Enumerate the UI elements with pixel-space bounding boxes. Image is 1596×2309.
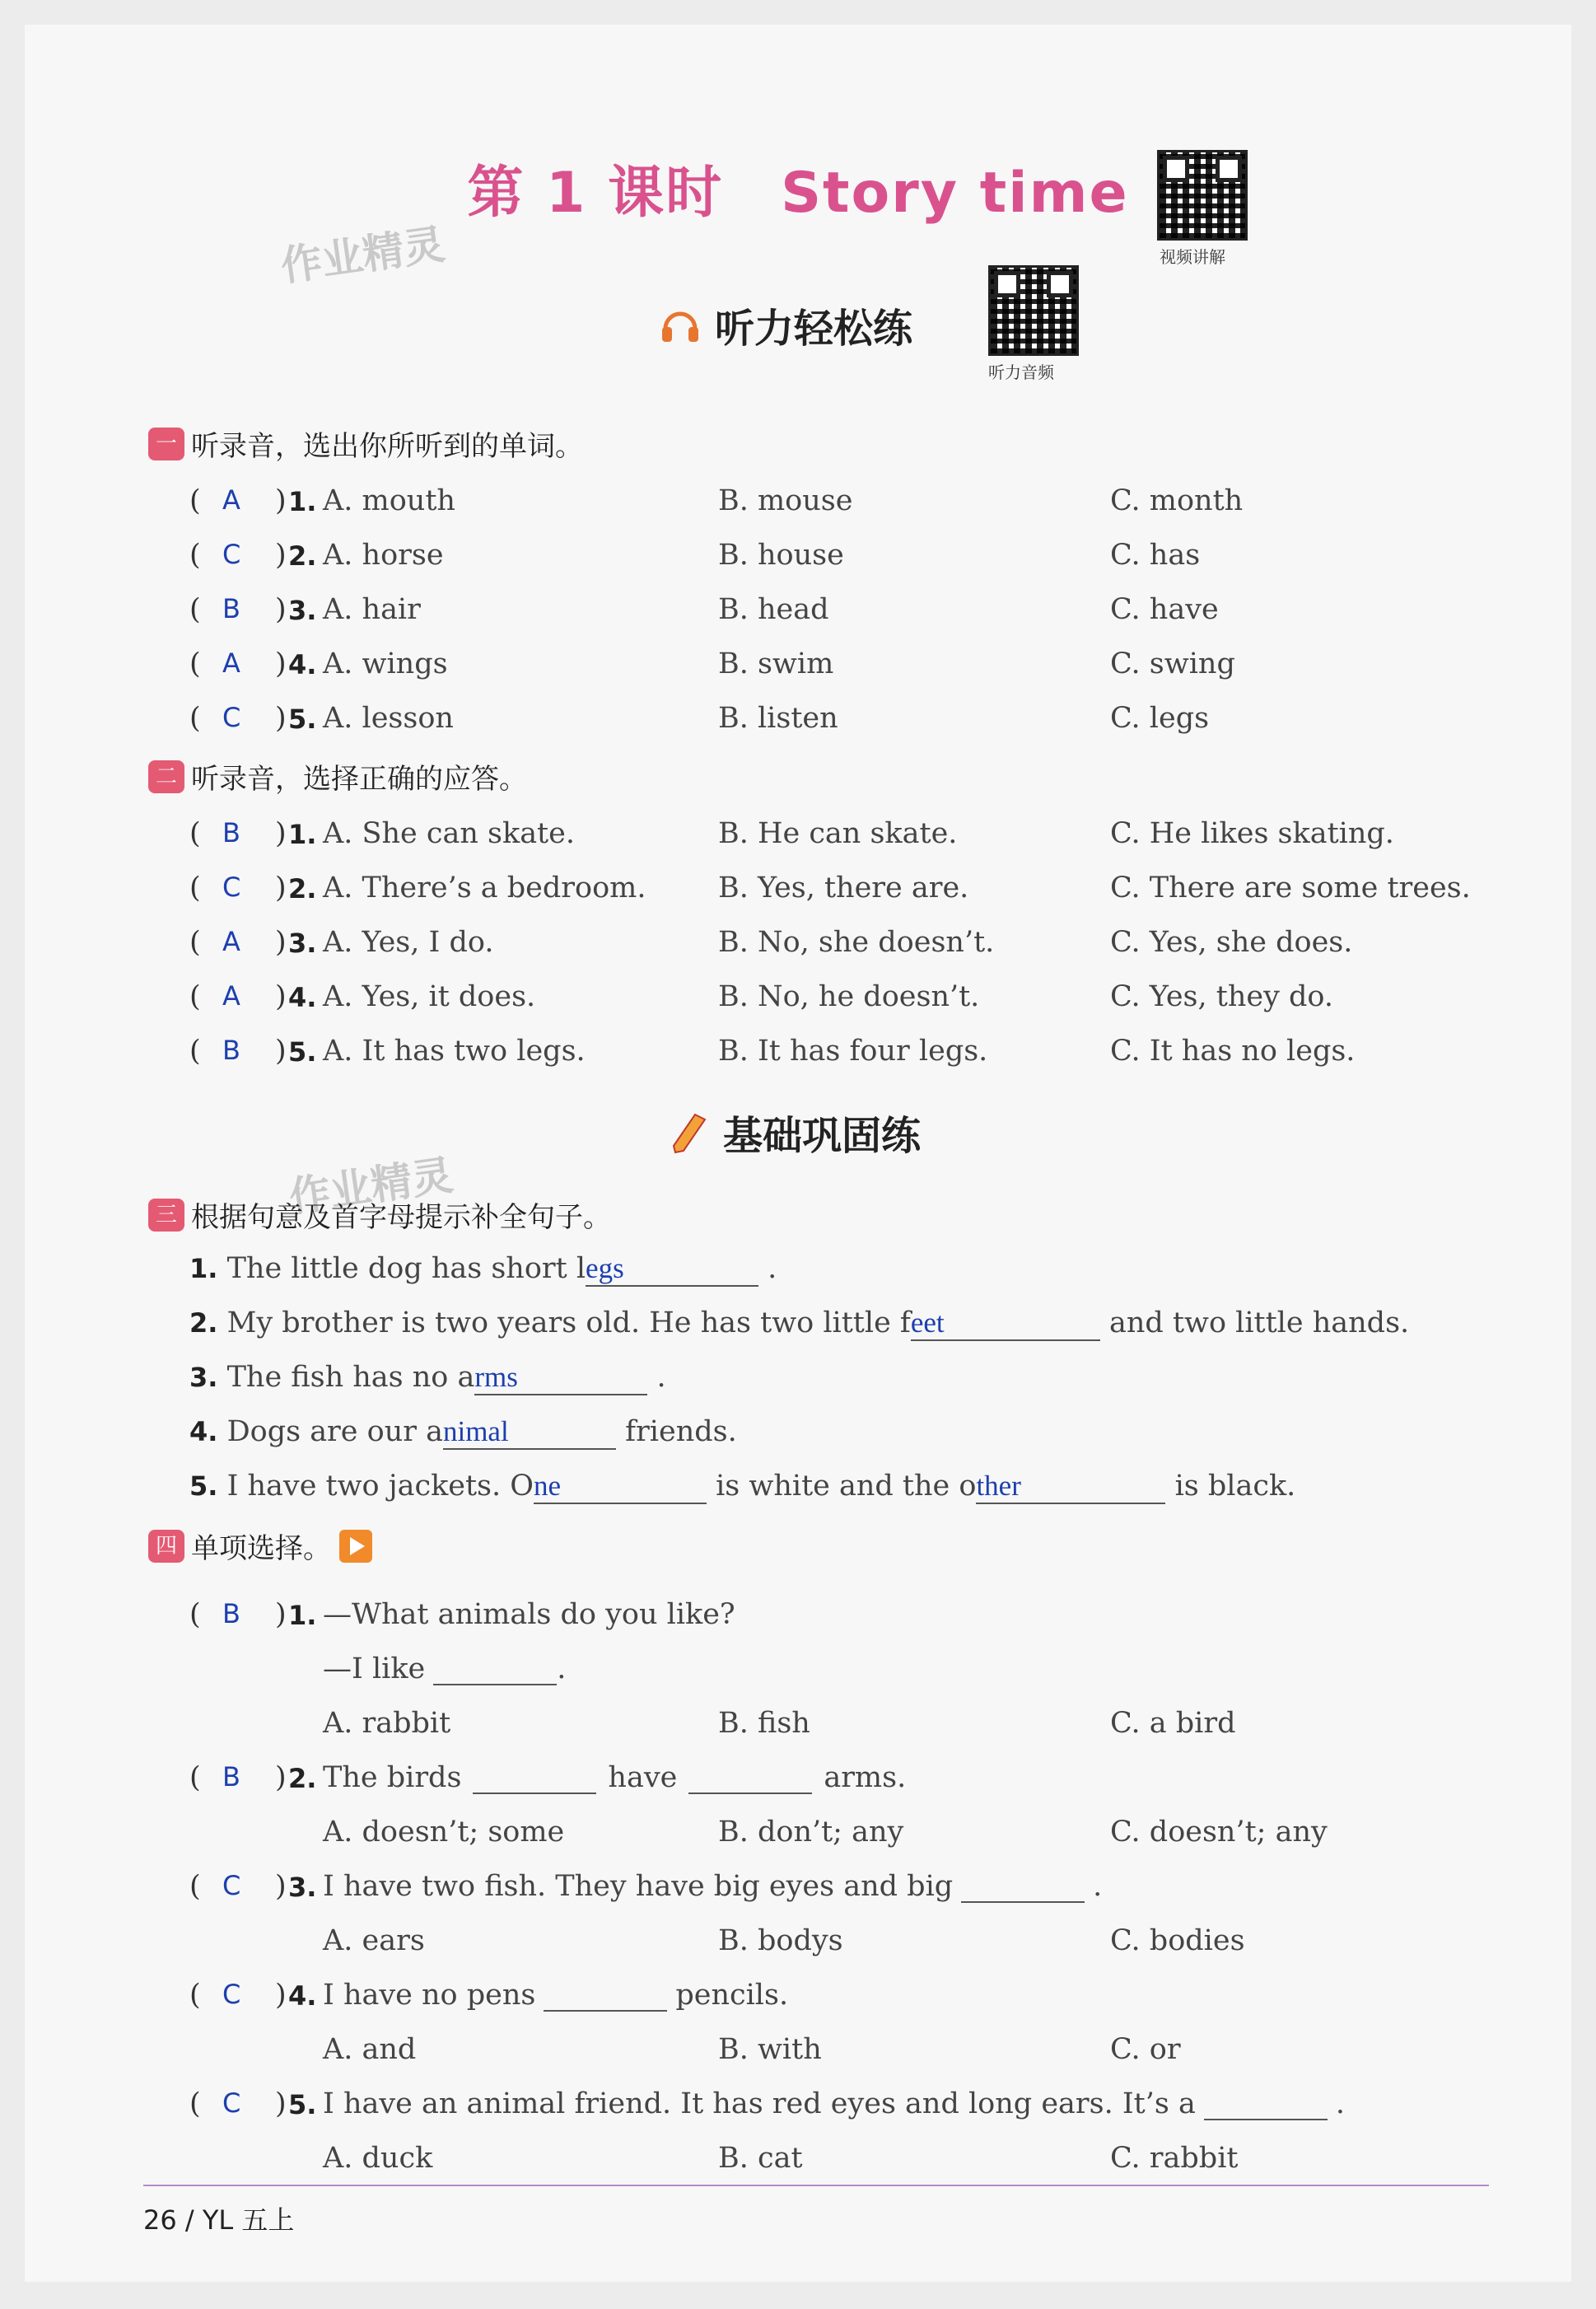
item-number: 3. [288,1872,317,1903]
item-number: 1. [189,1253,218,1284]
bracket-close: ) [275,1870,287,1903]
option-b[interactable]: B. head [718,593,829,626]
answer-value[interactable]: B [222,1598,240,1629]
question-stem: I have no pens [323,1979,536,2012]
bracket-open: ( [189,593,201,626]
option-c[interactable]: C. Yes, they do. [1110,980,1333,1013]
question-text [323,1979,788,2012]
part-title: 单项选择。 [191,1532,331,1565]
option-a[interactable]: A. Yes, I do. [323,926,494,959]
sentence-text: My brother is two years old. He has two little f [226,1306,911,1339]
bracket-open: ( [189,1870,201,1903]
option-a[interactable]: A. There’s a bedroom. [323,872,646,904]
bracket-close: ) [275,1035,287,1068]
option-a[interactable]: A. horse [323,539,444,572]
answer-blank[interactable]: eet [911,1307,1100,1341]
answer-blank[interactable]: ther [976,1470,1165,1504]
bracket-open: ( [189,1598,201,1631]
workbook-page [25,25,1571,2282]
answer-blank[interactable] [473,1768,596,1794]
option-c[interactable]: C. swing [1110,647,1235,680]
option-b[interactable]: B. No, he doesn’t. [718,980,980,1013]
option-a[interactable]: A. It has two legs. [323,1035,586,1068]
page-title: 第 1 课时 Story time [467,161,1129,226]
answer-value[interactable]: A [222,926,240,957]
bracket-close: ) [275,484,287,517]
item-number: 2. [189,1307,218,1339]
answer-blank[interactable]: nimal [443,1416,616,1450]
sentence-end: is black. [1174,1470,1296,1503]
option-b[interactable]: B. with [718,2033,822,2066]
item-number: 2. [288,873,317,904]
question-text [323,1598,735,1631]
item-number: 1. [288,486,317,517]
item-number: 5. [288,703,317,735]
title-row [25,148,1571,228]
option-b[interactable]: B. bodys [718,1924,843,1957]
option-a[interactable]: A. She can skate. [323,817,575,850]
sentence-end: . [768,1252,777,1285]
answer-value[interactable]: B [222,593,240,624]
option-b[interactable]: B. mouse [718,484,853,517]
question-reply [323,1652,566,1685]
question-end: pencils. [675,1979,789,2012]
part-4-header [148,1526,372,1566]
bracket-close: ) [275,1598,287,1631]
answer-blank[interactable] [961,1877,1085,1903]
bracket-open: ( [189,702,201,735]
item-number: 5. [189,1470,218,1502]
option-a[interactable]: A. ears [323,1924,425,1957]
bracket-close: ) [275,2087,287,2120]
question-stem: —What animals do you like? [323,1598,735,1631]
sentence-text: The little dog has short l [226,1252,586,1285]
answer-value[interactable]: C [222,539,241,570]
bracket-close: ) [275,926,287,959]
item-number: 4. [189,1416,218,1447]
fill-sentence [189,1470,1295,1504]
fill-sentence [189,1306,1409,1341]
watermark: 作业精灵 [286,1151,456,1222]
option-a[interactable]: A. Yes, it does. [323,980,536,1013]
option-c[interactable]: C. has [1110,539,1201,572]
item-number: 2. [288,1763,317,1794]
bracket-close: ) [275,647,287,680]
option-b[interactable]: B. Yes, there are. [718,872,969,904]
answer-blank[interactable]: rms [474,1362,647,1395]
item-number: 3. [288,595,317,626]
part-badge: 二 [148,760,184,793]
bracket-close: ) [275,872,287,904]
item-number: 2. [288,540,317,572]
part-badge: 一 [148,428,184,460]
answer-value[interactable]: C [222,1979,241,2010]
part-title: 听录音，选择正确的应答。 [191,763,527,796]
option-a[interactable]: A. and [323,2033,417,2066]
section-basics [667,1104,921,1161]
option-a[interactable]: A. hair [323,593,421,626]
item-number: 1. [288,819,317,850]
option-b[interactable]: B. swim [718,647,834,680]
bracket-open: ( [189,980,201,1013]
option-c[interactable]: C. There are some trees. [1110,872,1471,904]
option-b[interactable]: B. listen [718,702,838,735]
option-c[interactable]: C. rabbit [1110,2142,1239,2175]
option-a[interactable]: A. rabbit [323,1707,451,1740]
question-text [323,1870,1102,1903]
bracket-close: ) [275,539,287,572]
option-c[interactable]: C. have [1110,593,1219,626]
item-number: 5. [288,2089,317,2120]
qr-video-caption: 视频讲解 [1160,247,1225,267]
bracket-open: ( [189,1761,201,1794]
option-a[interactable]: A. doesn’t; some [323,1816,565,1849]
sentence-end: and two little hands. [1109,1306,1410,1339]
answer-blank[interactable] [1204,2094,1328,2120]
option-c[interactable]: C. He likes skating. [1110,817,1394,850]
answer-blank[interactable] [688,1768,812,1794]
bracket-close: ) [275,980,287,1013]
section-title: 基础巩固练 [723,1113,922,1159]
sentence-end: . [656,1361,666,1394]
section-listening [659,297,912,353]
part-3-header [148,1194,611,1235]
item-number: 3. [288,928,317,959]
bracket-open: ( [189,926,201,959]
answer-value[interactable]: B [222,1761,240,1793]
question-text [323,2087,1345,2120]
qr-code-icon[interactable] [988,265,1079,356]
answer-value[interactable]: B [222,817,240,848]
footer-divider [143,2185,1489,2186]
part-2-header [148,756,527,797]
item-number: 1. [288,1600,317,1631]
reply-end: . [557,1652,567,1685]
bracket-open: ( [189,539,201,572]
item-number: 4. [288,649,317,680]
reply-text: —I like [323,1652,426,1685]
option-c[interactable]: C. Yes, she does. [1110,926,1353,959]
option-b[interactable]: B. house [718,539,844,572]
option-a[interactable]: A. wings [323,647,448,680]
answer-value[interactable]: B [222,1035,240,1066]
bracket-close: ) [275,1761,287,1794]
play-icon[interactable] [339,1530,372,1563]
answer-value[interactable]: A [222,647,240,679]
answer-value[interactable]: C [222,702,241,733]
bracket-open: ( [189,647,201,680]
option-c[interactable]: C. It has no legs. [1110,1035,1356,1068]
answer-blank[interactable]: ne [534,1470,707,1504]
question-end: . [1093,1870,1103,1903]
answer-value[interactable]: C [222,1870,241,1901]
item-number: 3. [189,1362,218,1393]
option-a[interactable]: A. mouth [323,484,455,517]
option-b[interactable]: B. fish [718,1707,810,1740]
sentence-text: is white and the o [716,1470,977,1503]
question-end: arms. [824,1761,907,1794]
option-b[interactable]: B. It has four legs. [718,1035,988,1068]
sentence-text: The fish has no a [226,1361,475,1394]
option-c[interactable]: C. doesn’t; any [1110,1816,1328,1849]
sentence-end: friends. [625,1415,737,1448]
bracket-open: ( [189,1035,201,1068]
option-c[interactable]: C. bodies [1110,1924,1245,1957]
bracket-open: ( [189,2087,201,2120]
watermark: 作业精灵 [278,220,448,291]
item-number: 4. [288,982,317,1013]
headphones-icon [659,304,702,347]
sentence-text: I have two jackets. O [226,1470,534,1503]
question-mid: have [608,1761,678,1794]
answer-value[interactable]: C [222,872,241,903]
answer-blank[interactable] [433,1659,557,1685]
option-a[interactable]: A. lesson [323,702,454,735]
bracket-close: ) [275,702,287,735]
bracket-open: ( [189,872,201,904]
option-a[interactable]: A. duck [323,2142,433,2175]
bracket-open: ( [189,817,201,850]
fill-sentence [189,1361,666,1395]
part-title: 听录音，选出你所听到的单词。 [191,430,583,463]
option-c[interactable]: C. legs [1110,702,1210,735]
option-b[interactable]: B. don’t; any [718,1816,904,1849]
bracket-close: ) [275,817,287,850]
qr-audio-caption: 听力音频 [988,362,1054,382]
part-badge: 三 [148,1199,184,1232]
question-text [323,1761,906,1794]
option-b[interactable]: B. No, she doesn’t. [718,926,995,959]
bracket-open: ( [189,1979,201,2012]
page-footer: 26 / YL 五上 [143,2204,295,2236]
bracket-close: ) [275,1979,287,2012]
option-b[interactable]: B. He can skate. [718,817,958,850]
pencil-icon [667,1111,710,1154]
part-1-header [148,423,583,464]
bracket-open: ( [189,484,201,517]
part-badge: 四 [148,1530,184,1563]
option-c[interactable]: C. month [1110,484,1244,517]
fill-sentence [189,1415,737,1450]
qr-code-icon[interactable] [1157,150,1248,241]
answer-blank[interactable] [544,1985,667,2012]
answer-value[interactable]: A [222,980,240,1012]
item-number: 4. [288,1980,317,2012]
answer-value[interactable]: C [222,2087,241,2119]
fill-sentence [189,1252,777,1287]
part-title: 根据句意及首字母提示补全句子。 [191,1201,611,1234]
question-stem: The birds [323,1761,462,1794]
sentence-text: Dogs are our a [226,1415,443,1448]
question-stem: I have an animal friend. It has red eyes and long ears. It’s a [323,2087,1196,2120]
answer-value[interactable]: A [222,484,240,516]
question-end: . [1335,2087,1345,2120]
answer-blank[interactable]: egs [586,1253,758,1287]
option-b[interactable]: B. cat [718,2142,803,2175]
option-c[interactable]: C. or [1110,2033,1181,2066]
bracket-close: ) [275,593,287,626]
item-number: 5. [288,1036,317,1068]
option-c[interactable]: C. a bird [1110,1707,1236,1740]
section-title: 听力轻松练 [715,306,913,352]
question-stem: I have two fish. They have big eyes and big [323,1870,954,1903]
